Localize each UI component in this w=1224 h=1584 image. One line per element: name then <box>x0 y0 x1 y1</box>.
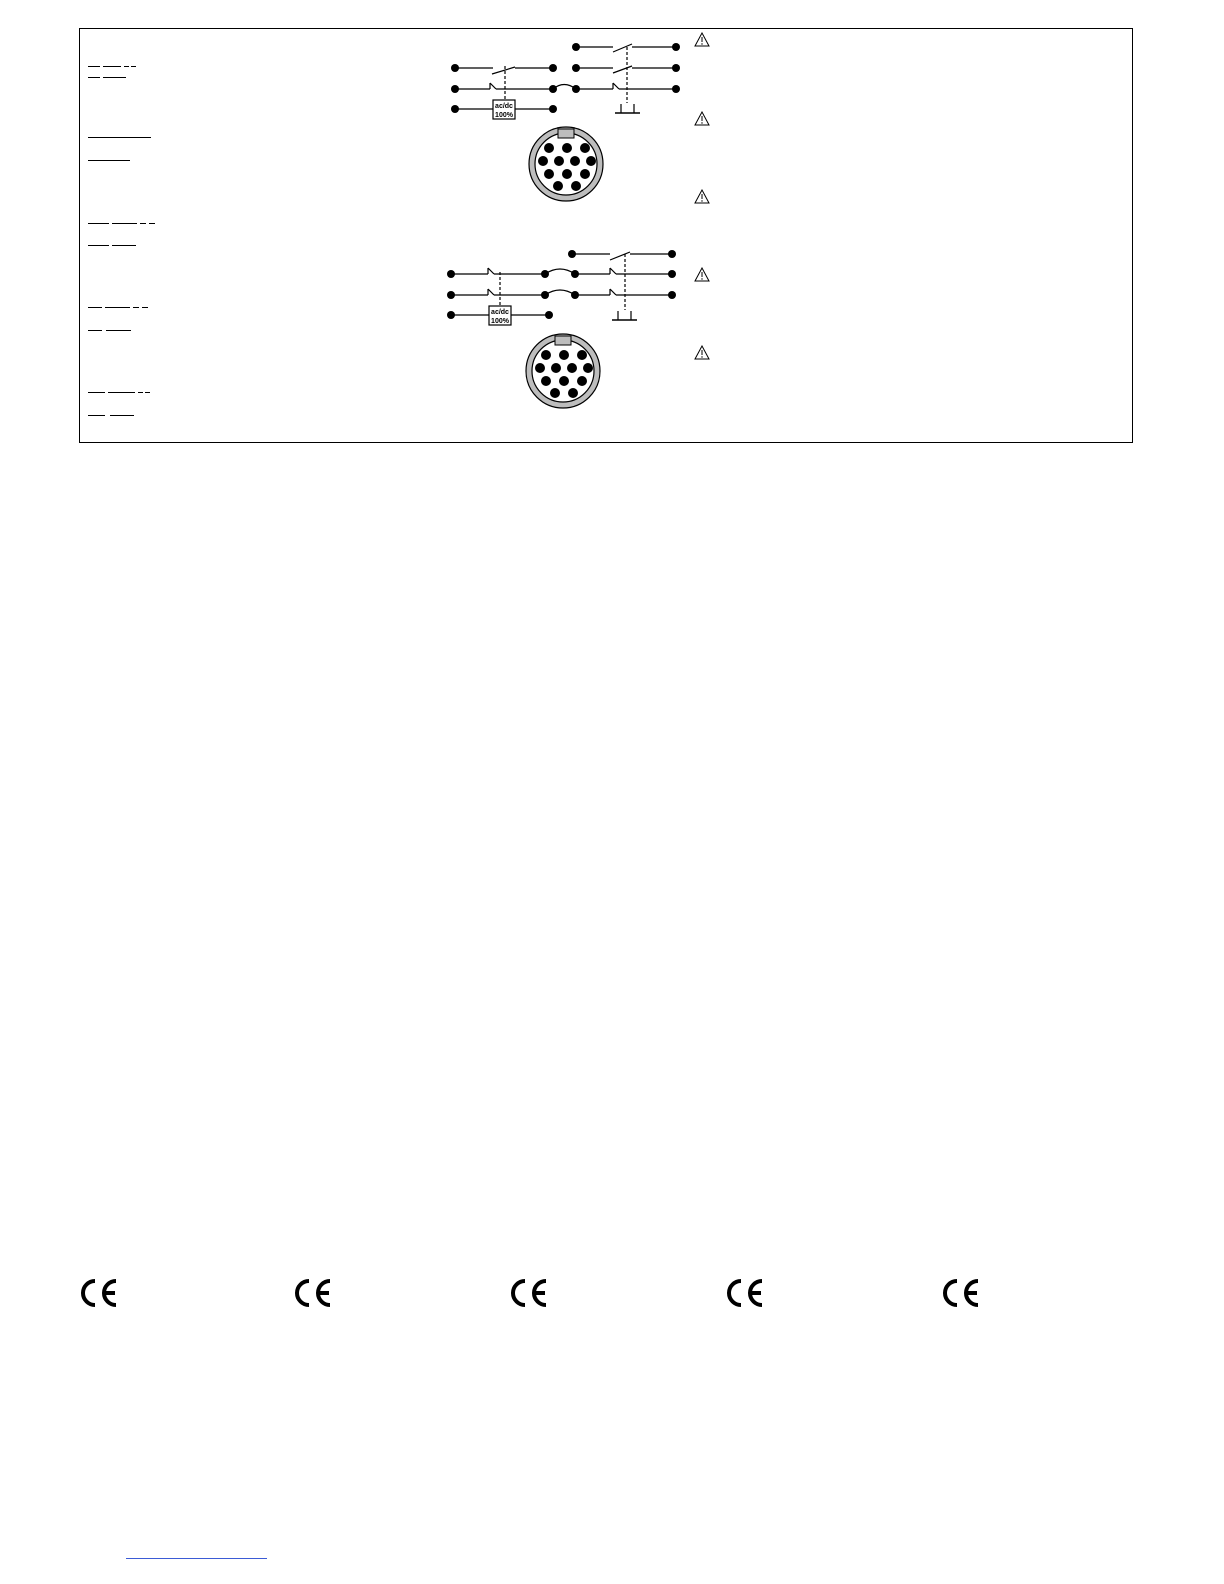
warning-triangle-icon <box>694 345 710 360</box>
warning-triangle-icon <box>694 189 710 204</box>
relay-1-terminals <box>451 43 680 113</box>
relay-1-coil-label-line2: 100% <box>495 112 513 119</box>
ce-mark-icon <box>80 1278 120 1308</box>
footer-link-underline[interactable] <box>126 1558 267 1559</box>
relay-1-circuit <box>455 44 676 119</box>
connector-2-pinout <box>526 334 600 408</box>
relay-2-coil-label-line1: ac/dc <box>491 309 509 316</box>
warning-triangle-icon <box>694 267 710 282</box>
relay-2-circuit <box>451 252 672 325</box>
relay-1-coil-label-line1: ac/dc <box>495 103 513 110</box>
wiring-diagrams <box>0 0 1224 460</box>
warning-triangle-icon <box>694 111 710 126</box>
warning-triangle-icon <box>694 32 710 47</box>
ce-mark-icon <box>726 1278 766 1308</box>
ce-mark-icon <box>294 1278 334 1308</box>
ce-mark-icon <box>942 1278 982 1308</box>
connector-1-pinout <box>529 127 603 201</box>
relay-2-terminals <box>447 250 676 319</box>
ce-mark-icon <box>510 1278 550 1308</box>
relay-2-coil-label-line2: 100% <box>491 318 509 325</box>
